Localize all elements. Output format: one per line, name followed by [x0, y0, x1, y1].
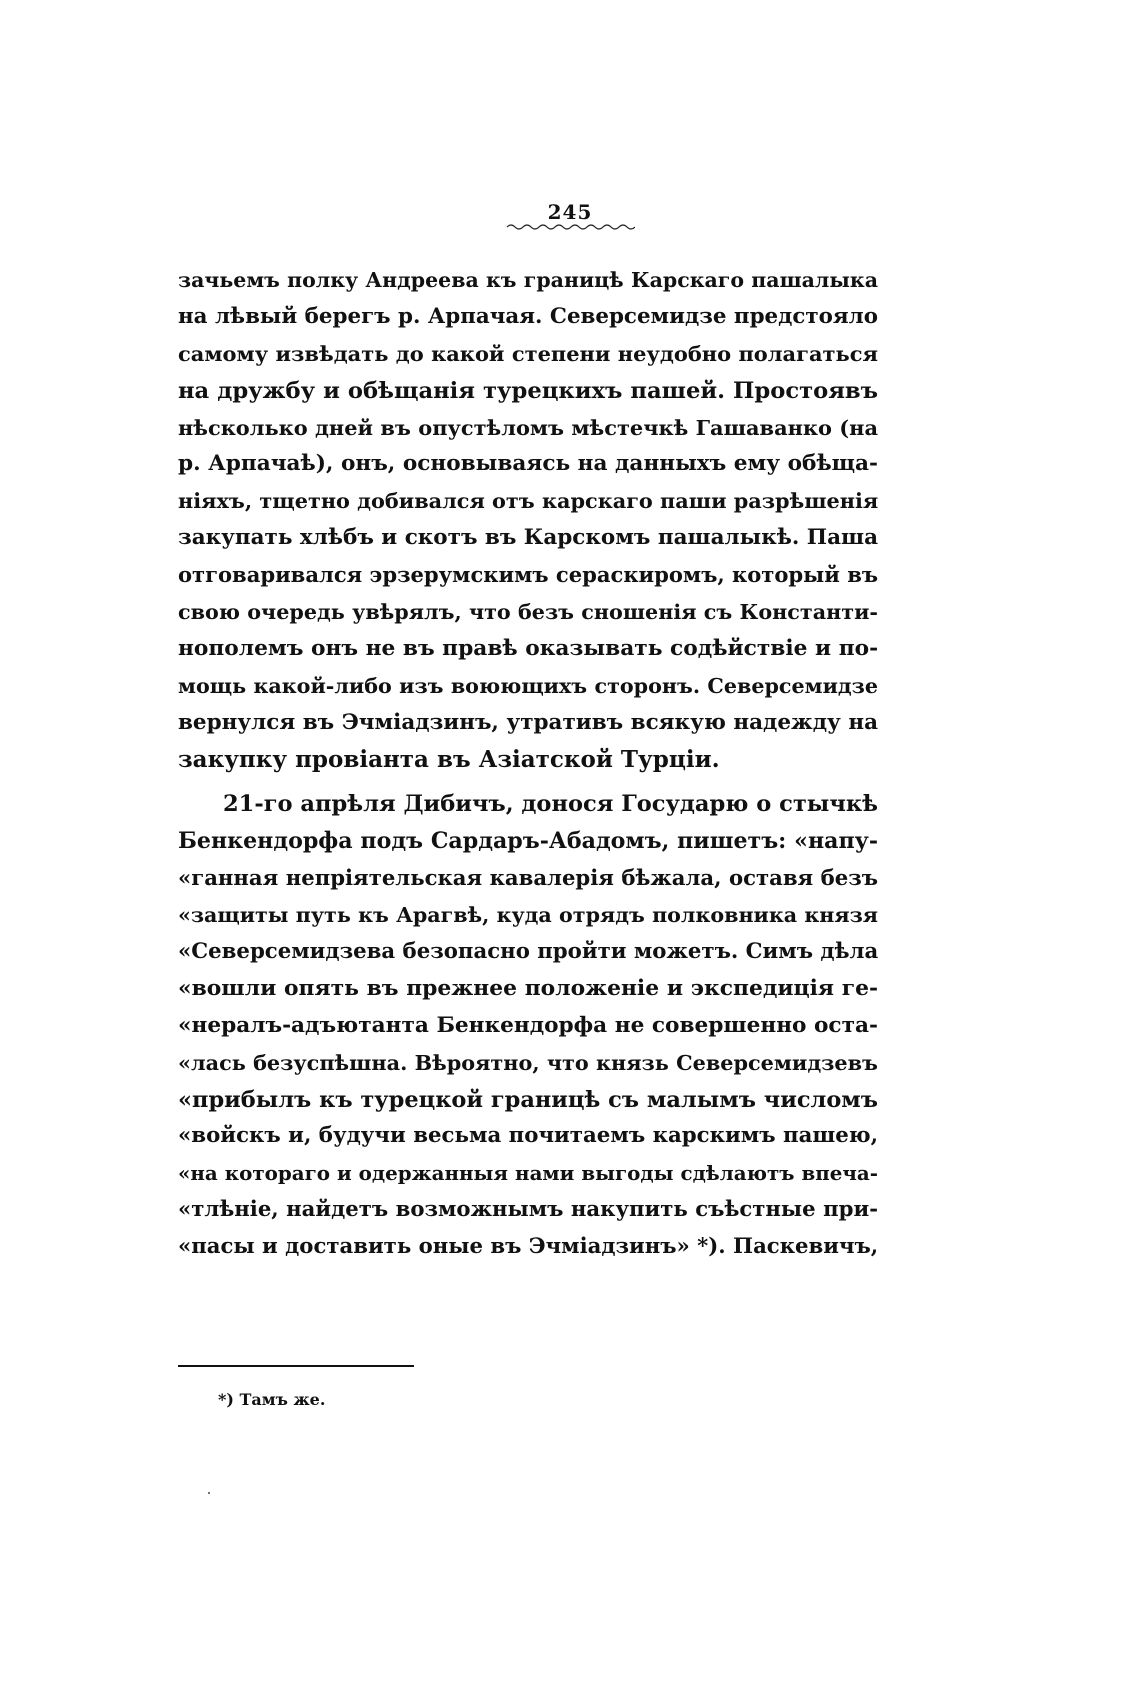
text-line: «защиты путь къ Арагвѣ, куда отрядъ полковника князя: [178, 903, 878, 928]
page-number: 245: [547, 200, 593, 224]
text-line: «пасы и доставить оные въ Эчміадзинъ» *). Паскевичъ,: [178, 1234, 879, 1260]
text-line: нѣсколько дней въ опустѣломъ мѣстечкѣ Гашаванко (на: [178, 414, 878, 440]
text-line: «прибылъ къ турецкой границѣ съ малымъ числомъ: [178, 1086, 878, 1113]
text-line: 21-го апрѣля Дибичъ, донося Государю о стычкѣ: [223, 791, 878, 818]
text-line: «нералъ-адъютанта Бенкендорфа не совершенно оста-: [178, 1012, 878, 1038]
text-line: «войскъ и, будучи весьма почитаемъ карскимъ пашею,: [178, 1123, 878, 1149]
text-line: зачьемъ полку Андреева къ границѣ Карскаго пашалыка: [178, 268, 878, 292]
text-line: вернулся въ Эчміадзинъ, утративъ всякую надежду на: [178, 709, 878, 735]
text-line: нополемъ онъ не въ правѣ оказывать содѣйствіе и по-: [178, 635, 879, 661]
text-line: свою очередь увѣрялъ, что безъ сношенія съ Константи-: [178, 600, 878, 625]
text-line: «вошли опять въ прежнее положеніе и экспедиція ге-: [178, 975, 878, 1001]
footnote: *) Тамъ же.: [218, 1390, 326, 1409]
text-line: «лась безуспѣшна. Вѣроятно, что князь Северсемидзевъ: [178, 1049, 878, 1075]
paragraph-2: [178, 786, 878, 1266]
text-line: Бенкендорфа подъ Сардаръ-Абадомъ, пишетъ: «напу-: [178, 828, 878, 855]
text-line: «тлѣніе, найдетъ возможнымъ накупить съѣстные при-: [178, 1197, 878, 1223]
footnote-divider: [178, 1365, 414, 1367]
paragraph-1: [178, 262, 878, 778]
text-line: самому извѣдать до какой степени неудобно полагаться: [178, 340, 878, 366]
page-header: [0, 200, 1140, 232]
text-line: на дружбу и обѣщанія турецкихъ пашей. Простоявъ: [178, 377, 878, 404]
text-line: «Северсемидзева безопасно пройти можетъ. Симъ дѣла: [178, 939, 879, 965]
print-speck: [208, 1492, 210, 1494]
text-line: на лѣвый берегъ р. Арпачая. Северсемидзе предстояло: [178, 303, 878, 329]
text-line: закупку провіанта въ Азіатской Турціи.: [178, 745, 720, 773]
text-line: закупать хлѣбъ и скотъ въ Карскомъ пашалыкѣ. Паша: [178, 525, 878, 551]
text-line: ніяхъ, тщетно добивался отъ карскаго паши разрѣшенія: [178, 488, 879, 514]
text-line: «ганная непріятельская кавалерія бѣжала, оставя безъ: [178, 865, 878, 891]
text-line: отговаривался эрзерумскимъ сераскиромъ, который въ: [178, 562, 878, 588]
main-text: [178, 262, 878, 1266]
paragraph-gap: [178, 778, 878, 786]
text-line: р. Арпачаѣ), онъ, основываясь на данныхъ ему обѣща-: [178, 451, 878, 477]
text-line: «на котораго и одержанныя нами выгоды сдѣлаютъ впеча-: [178, 1161, 878, 1186]
text-line: мощь какой-либо изъ воюющихъ сторонъ. Северсемидзе: [178, 673, 878, 698]
